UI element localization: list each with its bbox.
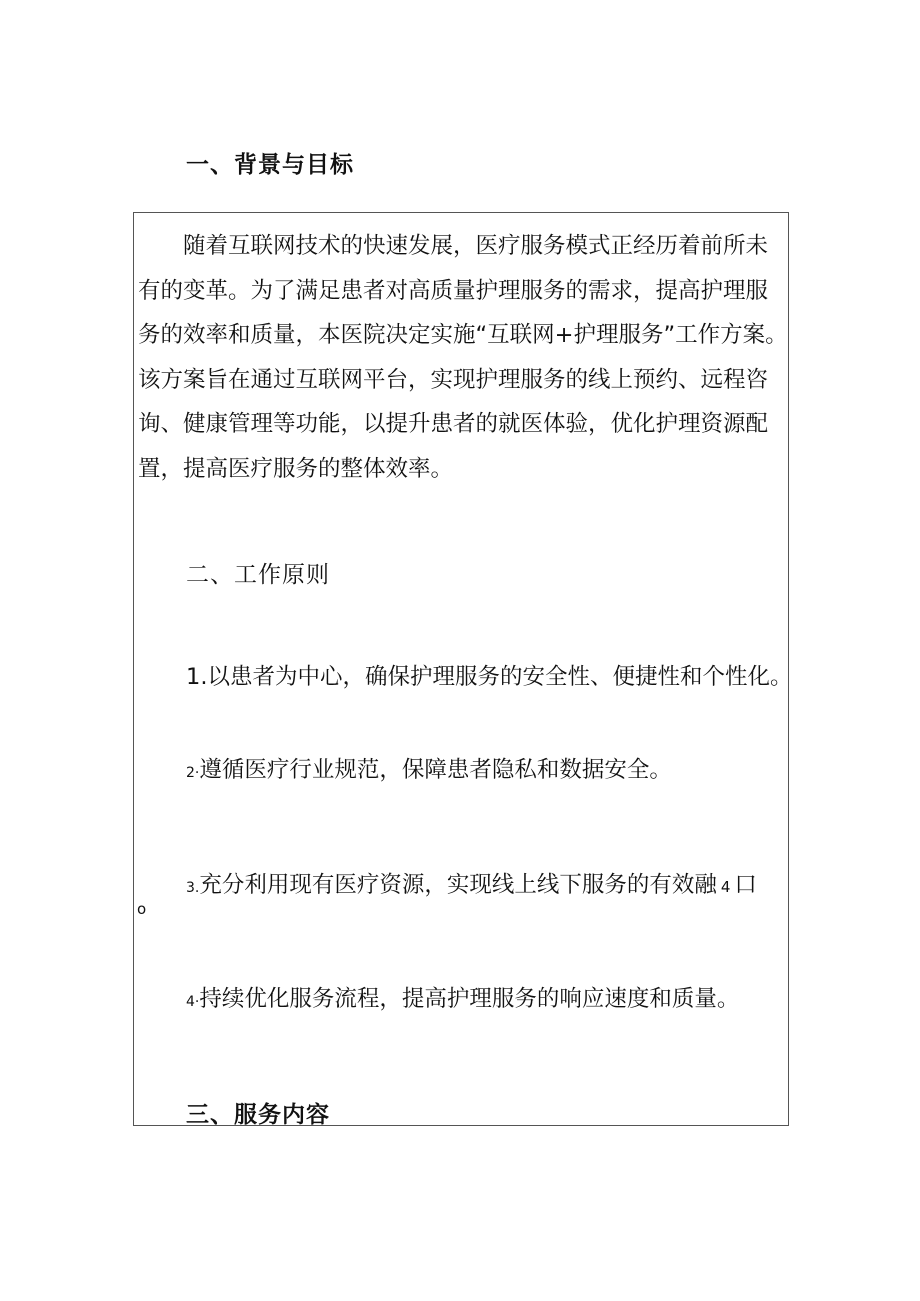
- item-3-wrap: o: [137, 900, 147, 918]
- principle-item-2: [186, 752, 672, 784]
- item-3-tail-number: 4: [720, 878, 731, 896]
- item-3-number: 3.: [186, 880, 200, 896]
- item-3-tail-char: 口: [734, 872, 757, 898]
- principle-item-1: 1.以患者为中心，确保护理服务的安全性、便捷性和个性化。: [186, 664, 793, 690]
- item-2-number: 2·: [186, 765, 200, 781]
- item-3-text: 充分利用现有医疗资源，实现线上线下服务的有效融: [199, 872, 717, 898]
- section-1-paragraph: [138, 224, 788, 492]
- principle-item-3: [186, 867, 757, 899]
- section-2-title: 二、工作原则: [186, 562, 330, 588]
- item-4-number: 4·: [186, 994, 200, 1010]
- section-1-title: 一、背景与目标: [186, 152, 354, 178]
- item-2-text: 遵循医疗行业规范，保障患者隐私和数据安全。: [199, 757, 672, 783]
- section-1-paragraph-text: 随着互联网技术的快速发展，医疗服务模式正经历着前所未有的变革。为了满足患者对高质量护理服务的需求，提高护理服务的效率和质量，本医院决定实施“互联网+护理服务”工作方案。该方案旨在通过互联网平台，实现护理服务的线上预约、远程咨询、健康管理等功能，以提升患者的就医体验，优化护理资源配置，提高医疗服务的整体效率。: [138, 233, 788, 482]
- principle-item-4: [186, 981, 739, 1013]
- section-3-title: 三、服务内容: [186, 1102, 330, 1128]
- item-4-text: 持续优化服务流程，提高护理服务的响应速度和质量。: [199, 986, 740, 1012]
